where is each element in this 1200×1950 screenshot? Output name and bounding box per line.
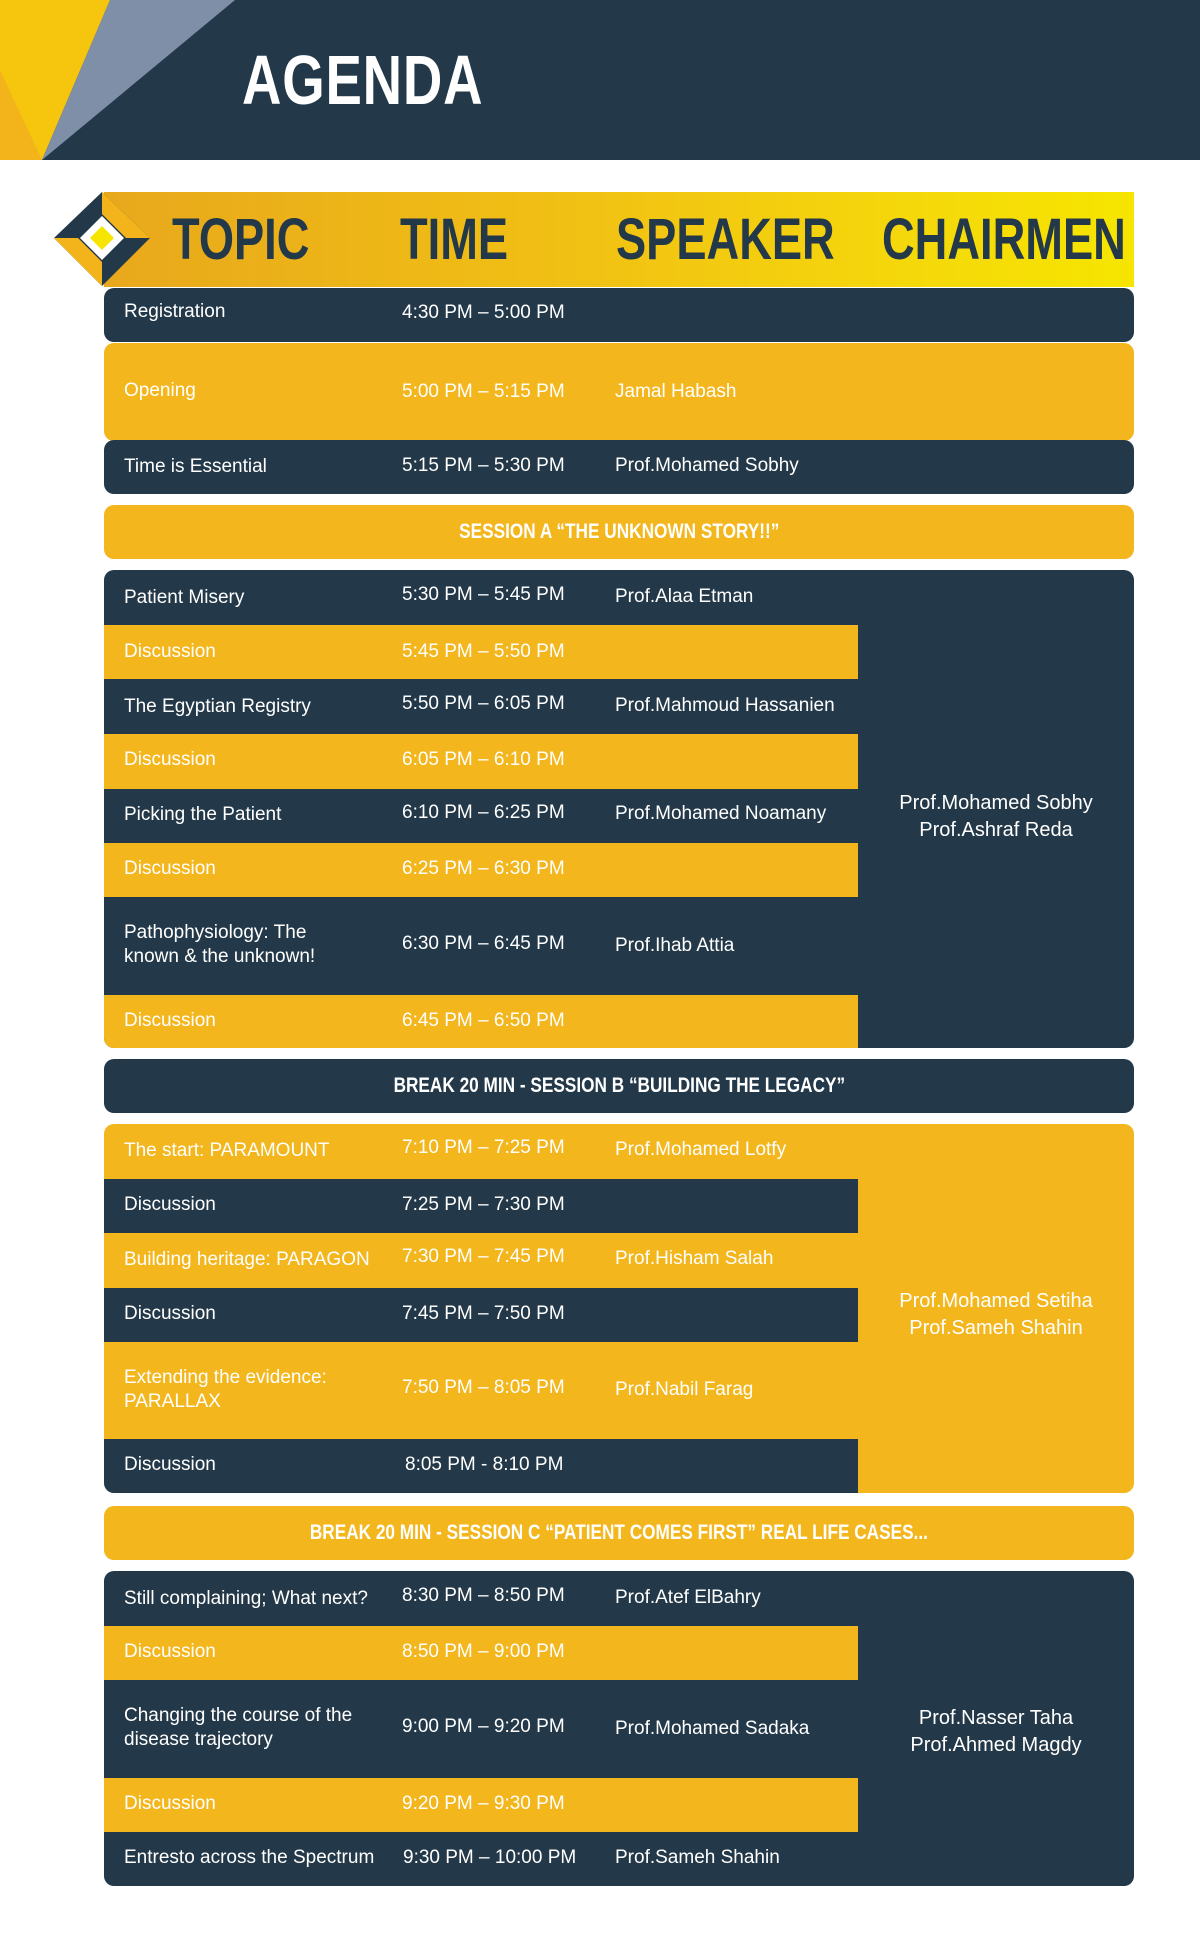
- row-speaker: Jamal Habash: [615, 381, 737, 402]
- row-time: 6:05 PM – 6:10 PM: [402, 749, 565, 770]
- row-topic: Changing the course of the disease trajectory: [124, 1705, 353, 1750]
- agenda-row: [104, 570, 858, 625]
- row-time: 5:00 PM – 5:15 PM: [402, 381, 565, 402]
- row-time: 6:25 PM – 6:30 PM: [402, 858, 565, 879]
- row-topic: Discussion: [124, 1641, 216, 1662]
- session-c-label: BREAK 20 MIN - SESSION C “PATIENT COMES FIRST” REAL LIFE CASES...: [309, 1521, 929, 1544]
- agenda-row: [104, 789, 858, 843]
- row-topic: Time is Essential: [124, 456, 267, 477]
- logo-icon: [52, 190, 152, 290]
- row-time: 6:10 PM – 6:25 PM: [402, 802, 565, 823]
- row-topic: Still complaining; What next?: [124, 1588, 368, 1609]
- row-topic: Registration: [124, 301, 226, 322]
- session-b-header: [104, 1059, 1134, 1113]
- column-speaker: SPEAKER: [616, 207, 835, 272]
- row-speaker: Prof.Hisham Salah: [615, 1248, 774, 1269]
- agenda-row: [104, 1124, 858, 1179]
- row-topic: The Egyptian Registry: [124, 696, 311, 717]
- agenda-row: [104, 1832, 858, 1886]
- agenda-row: [104, 995, 858, 1048]
- agenda-row: [104, 1680, 858, 1778]
- row-time: 5:45 PM – 5:50 PM: [402, 641, 565, 662]
- column-header-bar: [104, 192, 1134, 287]
- row-topic: Picking the Patient: [124, 804, 282, 825]
- row-topic: Discussion: [124, 1793, 216, 1814]
- row-speaker: Prof.Atef ElBahry: [615, 1587, 761, 1608]
- chairman: Prof.Ahmed Magdy: [910, 1734, 1082, 1756]
- row-time: 4:30 PM – 5:00 PM: [402, 302, 565, 323]
- chairman: Prof.Mohamed Setiha: [899, 1290, 1093, 1312]
- row-topic: Discussion: [124, 641, 216, 662]
- row-topic: Discussion: [124, 749, 216, 770]
- row-time: 9:30 PM – 10:00 PM: [403, 1847, 577, 1868]
- agenda-row: [104, 734, 858, 789]
- row-time: 7:25 PM – 7:30 PM: [402, 1194, 565, 1215]
- row-topic: The start: PARAMOUNT: [124, 1140, 330, 1161]
- row-topic: Discussion: [124, 1194, 216, 1215]
- row-time: 5:50 PM – 6:05 PM: [402, 693, 565, 714]
- page-header: [0, 0, 1200, 160]
- session-b-label: BREAK 20 MIN - SESSION B “BUILDING THE LEGACY”: [393, 1074, 845, 1097]
- row-speaker: Prof.Alaa Etman: [615, 586, 754, 607]
- session-c-chairmen: [858, 1705, 1134, 1759]
- session-a-header: [104, 505, 1134, 559]
- row-topic: Discussion: [124, 858, 216, 879]
- agenda-row: [104, 1288, 858, 1342]
- row-topic: Discussion: [124, 1010, 216, 1031]
- row-time: 8:30 PM – 8:50 PM: [402, 1585, 565, 1606]
- agenda-row: [104, 897, 858, 995]
- header-decoration: [0, 0, 1200, 160]
- session-a-label: SESSION A “THE UNKNOWN STORY!!”: [458, 520, 780, 543]
- chairman: Prof.Ashraf Reda: [919, 819, 1073, 841]
- agenda-row: [104, 1571, 858, 1626]
- agenda-row: [104, 1778, 858, 1832]
- column-time: TIME: [400, 207, 509, 272]
- agenda-row: [104, 625, 858, 679]
- chairman: Prof.Nasser Taha: [918, 1707, 1074, 1729]
- row-time: 6:30 PM – 6:45 PM: [402, 933, 565, 954]
- agenda-row: [104, 1233, 858, 1288]
- row-time: 8:05 PM - 8:10 PM: [405, 1454, 564, 1475]
- row-time: 6:45 PM – 6:50 PM: [402, 1010, 565, 1031]
- row-time: 7:10 PM – 7:25 PM: [402, 1137, 565, 1158]
- agenda-row-time-is-essential: [104, 440, 1134, 494]
- row-time: 7:45 PM – 7:50 PM: [402, 1303, 565, 1324]
- session-b-chairmen: [858, 1288, 1134, 1342]
- agenda-row: [104, 1439, 858, 1493]
- row-time: 7:50 PM – 8:05 PM: [402, 1377, 565, 1398]
- row-speaker: Prof.Ihab Attia: [615, 935, 735, 956]
- row-topic: Patient Misery: [124, 587, 245, 608]
- row-time: 9:00 PM – 9:20 PM: [402, 1716, 565, 1737]
- session-a-chairmen: [858, 790, 1134, 844]
- column-chairmen: CHAIRMEN: [882, 207, 1126, 272]
- row-speaker: Prof.Mohamed Noamany: [615, 803, 827, 824]
- page-title: AGENDA: [242, 41, 484, 119]
- agenda-row-registration: [104, 288, 1134, 342]
- row-time: 5:15 PM – 5:30 PM: [402, 455, 565, 476]
- agenda-row: [104, 1179, 858, 1233]
- row-speaker: Prof.Mohamed Sadaka: [615, 1718, 810, 1739]
- row-topic: Discussion: [124, 1454, 216, 1475]
- agenda-row-opening: [104, 343, 1134, 441]
- agenda-row: [104, 680, 858, 734]
- row-topic: Extending the evidence: PARALLAX: [124, 1367, 327, 1412]
- chairman: Prof.Mohamed Sobhy: [899, 792, 1093, 814]
- agenda-row: [104, 1626, 858, 1680]
- row-topic: Opening: [124, 380, 196, 401]
- row-topic: Discussion: [124, 1303, 216, 1324]
- row-time: 5:30 PM – 5:45 PM: [402, 584, 565, 605]
- row-topic: Building heritage: PARAGON: [124, 1249, 370, 1270]
- row-speaker: Prof.Nabil Farag: [615, 1379, 754, 1400]
- row-time: 9:20 PM – 9:30 PM: [402, 1793, 565, 1814]
- agenda-row: [104, 1342, 858, 1439]
- session-c-header: [104, 1506, 1134, 1560]
- row-speaker: Prof.Sameh Shahin: [615, 1847, 780, 1868]
- row-speaker: Prof.Mohamed Lotfy: [615, 1139, 787, 1160]
- chairman: Prof.Sameh Shahin: [909, 1317, 1083, 1339]
- column-topic: TOPIC: [172, 207, 310, 272]
- row-speaker: Prof.Mohamed Sobhy: [615, 455, 799, 476]
- agenda-row: [104, 843, 858, 897]
- row-time: 8:50 PM – 9:00 PM: [402, 1641, 565, 1662]
- row-speaker: Prof.Mahmoud Hassanien: [615, 695, 835, 716]
- row-topic: Pathophysiology: The known & the unknown!: [124, 922, 316, 967]
- row-time: 7:30 PM – 7:45 PM: [402, 1246, 565, 1267]
- row-topic: Entresto across the Spectrum: [124, 1847, 375, 1868]
